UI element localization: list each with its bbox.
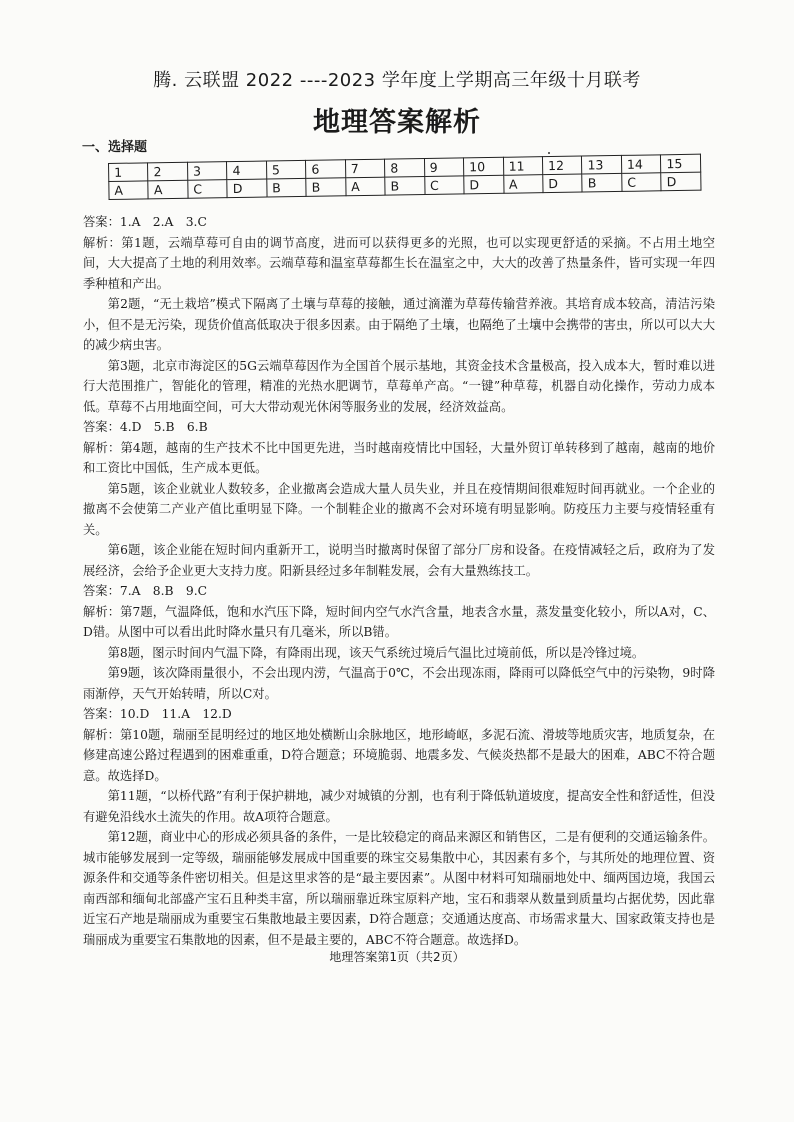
explanation-paragraph: 第3题，北京市海淀区的5G云端草莓因作为全国首个展示基地，其资金技术含量极高，投入成本大，暂时难以进行大范围推广，智能化的管理，精准的光热水肥调节，草莓单产高。“一键”种草莓，机器自动化操作，劳动力成本低。草莓不占用地面空间，可大大带动观光休闲等服务业的发展，经济效益高。 bbox=[83, 358, 715, 414]
answer-cell: A bbox=[148, 180, 188, 199]
answer-cell: B bbox=[306, 178, 346, 197]
explanation-paragraph: 第11题，“以桥代路”有利于保护耕地，减少对城镇的分割，也有利于降低轨道坡度，提高安全性和舒适性，但没有避免沿线水土流失的作用。故A项符合题意。 bbox=[83, 789, 715, 824]
exam-header: 腾. 云联盟 2022 ----2023 学年度上学期高三年级十月联考 bbox=[153, 70, 641, 91]
question-number-cell: 10 bbox=[464, 157, 504, 176]
question-number-cell: 2 bbox=[148, 162, 188, 181]
question-number-cell: 8 bbox=[385, 159, 425, 178]
answer-line: 解析：第7题，气温降低，饱和水汽压下降，短时间内空气水汽含量，地表含水量，蒸发量变化较小，所以A对，C、D错。从图中可以看出此时降水量只有几毫米，所以B错。 bbox=[83, 604, 715, 639]
answer-cell: A bbox=[109, 181, 149, 200]
question-number-cell: 9 bbox=[424, 158, 464, 177]
answer-cell: C bbox=[622, 173, 662, 192]
answer-line: 解析：第1题，云端草莓可自由的调节高度，进而可以获得更多的光照，也可以实现更舒适的采摘。不占用土地空间，大大提高了土地的利用效率。云端草莓和温室草莓都生长在温室之中，大大的改善了热量条件，皆可实现一年四季种植和产出。 bbox=[83, 235, 715, 291]
section-heading: 一、选择题 bbox=[82, 140, 148, 155]
answer-line: 解析：第10题，瑞丽至昆明经过的地区地处横断山余脉地区，地形崎岖，多泥石流、滑坡等地质灾害，地质复杂，在修建高速公路过程遇到的困难重重，D符合题意；环境脆弱、地震多发、气候炎热都不是最大的困难，ABC不符合题意。故选择D。 bbox=[83, 727, 715, 783]
answer-cell: C bbox=[188, 180, 228, 199]
question-number-cell: 3 bbox=[187, 162, 227, 181]
explanation-body bbox=[83, 212, 715, 950]
question-number-cell: 5 bbox=[266, 160, 306, 179]
explanation-paragraph: 第5题，该企业就业人数较多，企业撤离会造成大量人员失业，并且在疫情期间很难短时间再就业。一个企业的撤离不会使第二产业产值比重明显下降。一个制鞋企业的撤离不会对环境有明显影响。防疫压力主要与疫情轻重有关。 bbox=[83, 481, 715, 537]
answer-cell: A bbox=[345, 177, 385, 196]
explanation-paragraph: 第8题，图示时间内气温下降，有降雨出现，该天气系统过境后气温比过境前低，所以是冷锋过境。 bbox=[107, 645, 645, 660]
answer-line: 答案：10.D 11.A 12.D bbox=[83, 707, 232, 721]
page-title: 地理答案解析 bbox=[313, 107, 481, 138]
question-number-cell: 14 bbox=[621, 155, 661, 174]
answer-line: 答案：4.D 5.B 6.B bbox=[83, 420, 208, 434]
answer-cell: B bbox=[385, 177, 425, 196]
question-number-cell: 11 bbox=[503, 157, 543, 176]
answer-key-table bbox=[108, 154, 702, 200]
explanation-paragraph: 第6题，该企业能在短时间内重新开工，说明当时撤离时保留了部分厂房和设备。在疫情减轻之后，政府为了发展经济，会给予企业更大支持力度。阳新县经过多年制鞋发展，会有大量熟练技工。 bbox=[83, 543, 715, 578]
page-footer: 地理答案第1页（共2页） bbox=[329, 950, 465, 964]
answer-line: 答案：1.A 2.A 3.C bbox=[83, 215, 207, 229]
answer-line: 答案：7.A 8.B 9.C bbox=[83, 584, 208, 598]
answer-line: 解析：第4题，越南的生产技术不比中国更先进，当时越南疫情比中国轻，大量外贸订单转移到了越南，越南的地价和工资比中国低，生产成本更低。 bbox=[83, 440, 715, 475]
answer-cell: D bbox=[227, 179, 267, 198]
answer-cell: D bbox=[543, 174, 583, 193]
explanation-paragraph: 第12题，商业中心的形成必须具备的条件，一是比较稳定的商品来源区和销售区，二是有便利的交通运输条件。城市能够发展到一定等级，瑞丽能够发展成中国重要的珠宝交易集散中心，其因素有多个，与其所处的地理位置、资源条件和交通等条件密切相关。但是这里求答的是“最主要因素”。从图中材料可知瑞丽地处中、缅两国边境，我国云南西部和缅甸北部盛产宝石且种类丰富，所以瑞丽靠近珠宝原料产地，宝石和翡翠从数量到质量均占据优势，因此靠近宝石产地是瑞丽成为重要宝石集散地最主要因素，D符合题意；交通通达度高、市场需求量大、国家政策支持也是瑞丽成为重要宝石集散地的因素，但不是最主要的，ABC不符合题意。故选择D。 bbox=[83, 830, 715, 947]
question-number-cell: 1 bbox=[109, 163, 149, 182]
question-number-cell: 12 bbox=[542, 156, 582, 175]
question-number-cell: 6 bbox=[306, 160, 346, 179]
answer-cell: B bbox=[582, 173, 622, 192]
answer-cell: D bbox=[464, 175, 504, 194]
answer-cell: A bbox=[503, 175, 543, 194]
question-number-cell: 15 bbox=[661, 154, 701, 173]
answer-cell: D bbox=[661, 172, 701, 191]
explanation-paragraph: 第9题，该次降雨量很小，不会出现内涝，气温高于0℃，不会出现冻雨，降雨可以降低空气中的污染物，9时降雨渐停，天气开始转晴，所以C对。 bbox=[83, 666, 715, 701]
question-number-cell: 13 bbox=[582, 155, 622, 174]
stray-dot bbox=[548, 152, 550, 154]
answer-cell: B bbox=[267, 178, 307, 197]
explanation-paragraph: 第2题，“无土栽培”模式下隔离了土壤与草莓的接触，通过滴灌为草莓传输营养液。其培育成本较高，清洁污染小，但不是无污染，现货价值高低取决于很多因素。由于隔绝了土壤，也隔绝了土壤中会携带的害虫，所以可以大大的减少病虫害。 bbox=[83, 297, 715, 352]
question-number-cell: 4 bbox=[227, 161, 267, 180]
question-number-cell: 7 bbox=[345, 159, 385, 178]
answer-cell: C bbox=[424, 176, 464, 195]
